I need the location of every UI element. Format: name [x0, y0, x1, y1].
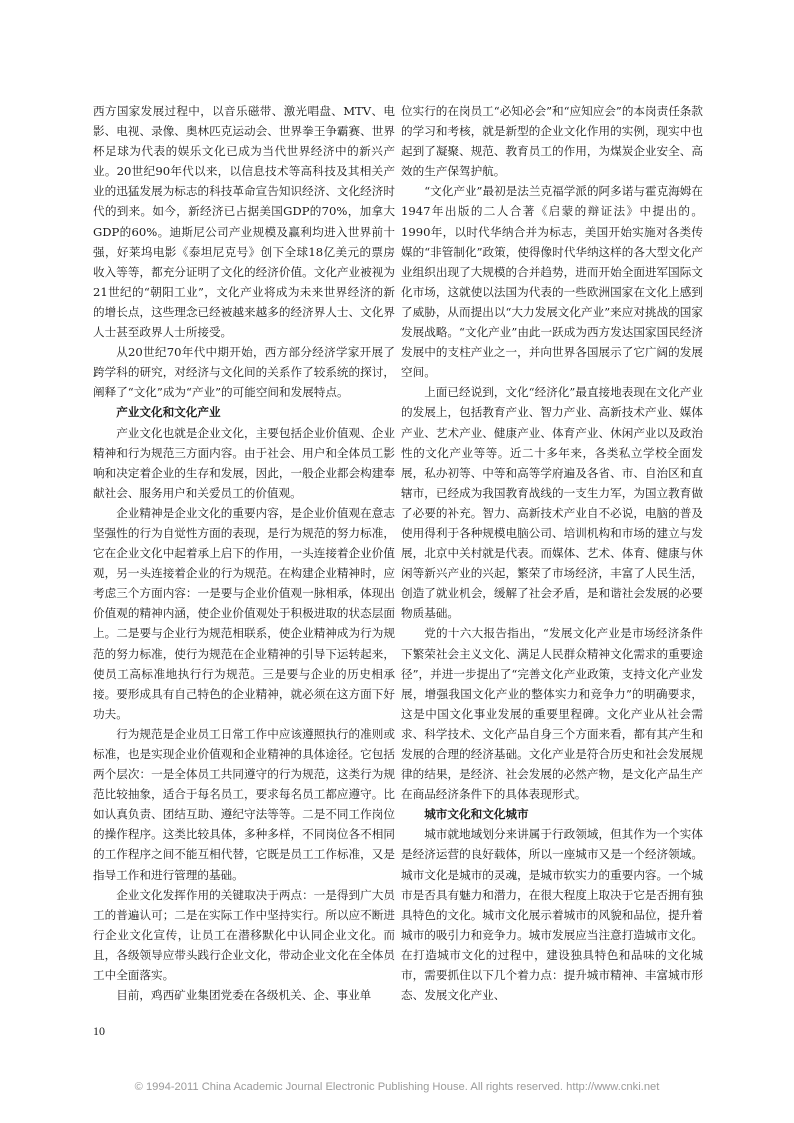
- paragraph-intro: 西方国家发展过程中，以音乐磁带、激光唱盘、MTV、电影、电视、录像、奥林匹克运动会、世界拳王争霸赛、世界杯足球为代表的娱乐文化已成为当代世界经济中的新兴产业。20世纪90年代以来，以信息技术等高科技及其相关产业的迅猛发展为标志的科技革命宣告知识经济、文化经济时代的到来。如今，新经济已占据美国GDP的70%，加拿大GDP的60%。迪斯尼公司产业规模及赢利均进入世界前十强，好莱坞电影《泰坦尼克号》创下全球18亿美元的票房收入等等，都充分证明了文化的经济价值。文化产业被视为21世纪的“朝阳工业”，文化产业将成为未来世界经济的新的增长点，这些理念已经被越来越多的经济界人士、文化界人士甚至政界人士所接受。: [93, 104, 395, 340]
- page-number: 10: [93, 1024, 105, 1038]
- paragraph-economization: 上面已经说到，文化“经济化”最直接地表现在文化产业的发展上，包括教育产业、智力产业、高新技术产业、媒体产业、艺术产业、健康产业、体育产业、休闲产业以及政治性的文化产业等等。近二十多年来，各类私立学校全面发展，私办初等、中等和高等学府遍及各省、市、自治区和直辖市，已经成为我国教育战线的一支生力军，为国立教育做了必要的补充。智力、高新技术产业自不必说，电脑的普及使用得利于各种规模电脑公司、培训机构和市场的建立与发展，北京中关村就是代表。而媒体、艺术、体育、健康与休闲等新兴产业的兴起，繁荣了市场经济，丰富了人民生活，创造了就业机会，缓解了社会矛盾，是和谐社会发展的必要物质基础。: [401, 385, 703, 621]
- right-column: [401, 101, 703, 1005]
- paragraph-cultural-industry-origin: “文化产业”最初是法兰克福学派的阿多诺与霍克海姆在1947年出版的二人合著《启蒙的辩证法》中提出的。1990年，以时代华纳合并为标志，美国开始实施对各类传媒的“非管制化”政策，使得像时代华纳这样的各大型文化产业组织出现了大规模的合并趋势，进而开始全面进军国际文化市场，这就使以法国为代表的一些欧洲国家在文化上感到了威胁，从而提出以“大力发展文化产业”来应对挑战的国家发展战略。“文化产业”由此一跃成为西方发达国家国民经济发展中的支柱产业之一，并向世界各国展示了它广阔的发展空间。: [401, 184, 703, 380]
- paragraph-1970s: 从20世纪70年代中期开始，西方部分经济学家开展了跨学科的研究，对经济与文化间的关系作了较系统的探讨，阐释了“文化”成为“产业”的可能空间和发展特点。: [93, 345, 395, 400]
- paragraph-behavior-norms: 行为规范是企业员工日常工作中应该遵照执行的准则或标准，也是实现企业价值观和企业精神的具体途径。它包括两个层次：一是全体员工共同遵守的行为规范，这类行为规范比较抽象，适合于每名员工，要求每名员工都应遵守。比如认真负责、团结互助、遵纪守法等等。二是不同工作岗位的操作程序。这类比较具体，多种多样，不同岗位各不相同的工作程序之间不能互相代替，它既是员工工作标准，又是指导工作和进行管理的基础。: [93, 726, 395, 882]
- paragraph-jixi-start: 目前，鸡西矿业集团党委在各级机关、企、事业单: [116, 988, 372, 1003]
- copyright-footer: © 1994-2011 China Academic Journal Electronic Publishing House. All rights reserved. http://www.cnki.net: [134, 1081, 660, 1093]
- paragraph-city-culture: 城市就地域划分来讲属于行政领域，但其作为一个实体是经济运营的良好载体，所以一座城市又是一个经济领域。城市文化是城市的灵魂，是城市软实力的重要内容。一个城市是否具有魅力和潜力，在很大程度上取决于它是否拥有独具特色的文化。城市文化展示着城市的风貌和品位，提升着城市的吸引力和竞争力。城市发展应当注意打造城市文化。在打造城市文化的过程中，建设独具特色和品味的文化城市，需要抓住以下几个着力点：提升城市精神、丰富城市形态、发展文化产业、: [401, 827, 703, 1003]
- paragraph-sixteenth-congress: 党的十六大报告指出，“发展文化产业是市场经济条件下繁荣社会主义文化、满足人民群众精神文化需求的重要途径”，并进一步提出了“完善文化产业政策，支持文化产业发展，增强我国文化产业的整体实力和竞争力”的明确要求，这是中国文化事业发展的重要里程碑。文化产业从社会需求、科学技术、文化产品自身三个方面来看，都有其产生和发展的合理的经济基础。文化产业是符合历史和社会发展规律的结果，是经济、社会发展的必然产物，是文化产品生产在商品经济条件下的具体表现形式。: [401, 626, 703, 802]
- paragraph-corporate-culture: 产业文化也就是企业文化，主要包括企业价值观、企业精神和行为规范三方面内容。由于社会、用户和全体员工影响和决定着企业的生存和发展，因此，一般企业都会构建奉献社会、服务用户和关爱员工的价值观。: [93, 425, 395, 500]
- section-heading-city-culture: 城市文化和文化城市: [424, 807, 529, 822]
- paragraph-jixi-continued: 位实行的在岗员工“必知必会”和“应知应会”的本岗责任条款的学习和考核，就是新型的企业文化作用的实例，现实中也起到了凝聚、规范、教育员工的作用，为煤炭企业安全、高效的生产保驾护航。: [401, 104, 703, 179]
- section-heading-industry-culture: 产业文化和文化产业: [116, 405, 221, 420]
- paragraph-key-points: 企业文化发挥作用的关键取决于两点：一是得到广大员工的普遍认可；二是在实际工作中坚持实行。所以应不断进行企业文化宣传，让员工在潜移默化中认同企业文化。而且，各级领导应带头践行企业文化，带动企业文化在全体员工中全面落实。: [93, 887, 395, 983]
- left-column: [93, 101, 395, 1005]
- paragraph-enterprise-spirit: 企业精神是企业文化的重要内容，是企业价值观在意志坚强性的行为自觉性方面的表现，是行为规范的努力标准，它在企业文化中起着承上启下的作用，一头连接着企业价值观，另一头连接着企业的行为规范。在构建企业精神时，应考虑三个方面内容：一是要与企业价值观一脉相承，体现出价值观的精神内涵，使企业价值观处于积极进取的状态层面上。二是要与企业行为规范相联系，使企业精神成为行为规范的努力标准，使行为规范在企业精神的引导下运转起来，使员工高标准地执行行为规范。三是要与企业的历史相承接。要形成具有自己特色的企业精神，就必须在这方面下好功夫。: [93, 505, 395, 721]
